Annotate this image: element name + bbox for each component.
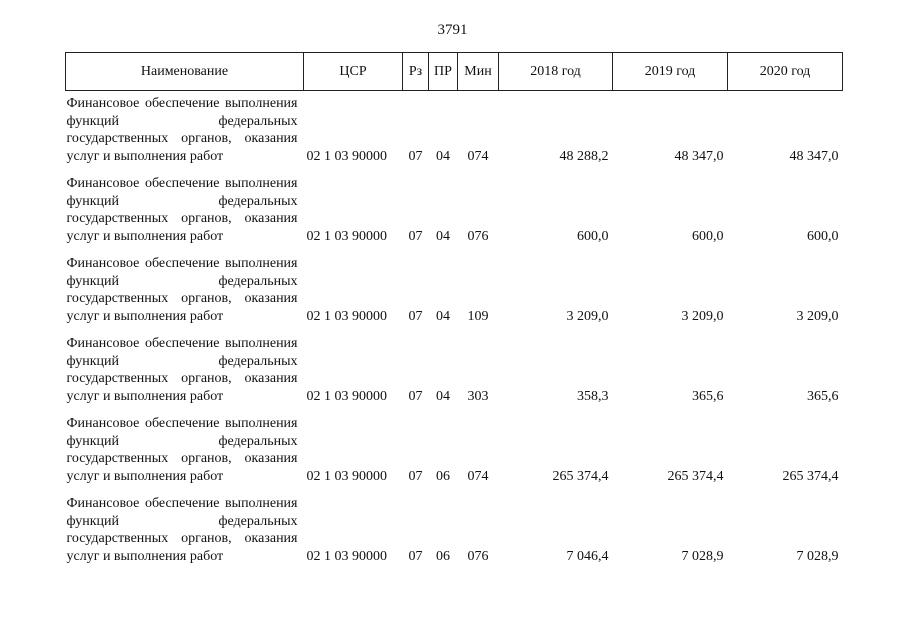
header-2018: 2018 год [499, 53, 613, 91]
budget-table [65, 52, 843, 565]
row-name-text: Финансовое обеспечение выполнения функций федеральных государственных органов, оказания услуг и выполнения работ [66, 176, 298, 244]
cell-min: 076 [467, 548, 489, 564]
table-row [66, 245, 843, 325]
page-number: 3791 [437, 22, 468, 38]
cell-rz: 07 [408, 228, 423, 244]
cell-name [66, 325, 304, 405]
cell-2019: 365,6 [692, 388, 724, 404]
header-csr: ЦСР [304, 53, 403, 91]
cell-min: 074 [467, 148, 489, 164]
header-2019: 2019 год [613, 53, 728, 91]
table-row [66, 325, 843, 405]
header-2020: 2020 год [728, 53, 843, 91]
cell-2020: 365,6 [807, 388, 839, 404]
cell-rz: 07 [408, 468, 423, 484]
cell-name [66, 405, 304, 485]
cell-2019: 265 374,4 [667, 468, 724, 484]
header-pr: ПР [429, 53, 458, 91]
cell-2019: 3 209,0 [681, 308, 724, 324]
cell-name [66, 485, 304, 565]
cell-pr: 04 [436, 308, 450, 324]
row-name-text: Финансовое обеспечение выполнения функций федеральных государственных органов, оказания услуг и выполнения работ [66, 336, 298, 404]
cell-2019: 600,0 [692, 228, 724, 244]
cell-pr: 06 [436, 548, 450, 564]
cell-2020: 265 374,4 [782, 468, 839, 484]
row-name-text: Финансовое обеспечение выполнения функций федеральных государственных органов, оказания услуг и выполнения работ [66, 496, 298, 564]
cell-2020: 48 347,0 [789, 148, 839, 164]
cell-rz: 07 [408, 388, 423, 404]
cell-2018: 265 374,4 [552, 468, 609, 484]
cell-pr: 06 [436, 468, 450, 484]
cell-min: 074 [467, 468, 489, 484]
cell-2018: 48 288,2 [559, 148, 609, 164]
cell-min: 076 [467, 228, 489, 244]
row-name-text: Финансовое обеспечение выполнения функций федеральных государственных органов, оказания услуг и выполнения работ [66, 256, 298, 324]
cell-2018: 7 046,4 [566, 548, 609, 564]
cell-2018: 358,3 [577, 388, 609, 404]
header-min: Мин [458, 53, 499, 91]
cell-name [66, 91, 304, 166]
cell-csr: 02 1 03 90000 [306, 308, 387, 324]
table-body [66, 91, 843, 566]
cell-name [66, 245, 304, 325]
cell-rz: 07 [408, 148, 423, 164]
table-row [66, 485, 843, 565]
cell-2018: 3 209,0 [566, 308, 609, 324]
cell-csr: 02 1 03 90000 [306, 148, 387, 164]
row-name-text: Финансовое обеспечение выполнения функций федеральных государственных органов, оказания услуг и выполнения работ [66, 96, 298, 164]
header-rz: Рз [403, 53, 429, 91]
row-name-text: Финансовое обеспечение выполнения функций федеральных государственных органов, оказания услуг и выполнения работ [66, 416, 298, 484]
cell-2018: 600,0 [577, 228, 609, 244]
cell-2020: 600,0 [807, 228, 839, 244]
cell-2019: 7 028,9 [681, 548, 724, 564]
table-row [66, 91, 843, 166]
cell-2020: 7 028,9 [796, 548, 839, 564]
cell-pr: 04 [436, 228, 450, 244]
cell-pr: 04 [436, 388, 450, 404]
cell-csr: 02 1 03 90000 [306, 388, 387, 404]
table-row [66, 165, 843, 245]
header-name: Наименование [66, 53, 304, 91]
header-row [66, 53, 843, 91]
cell-rz: 07 [408, 548, 423, 564]
cell-min: 109 [467, 308, 489, 324]
cell-2020: 3 209,0 [796, 308, 839, 324]
cell-csr: 02 1 03 90000 [306, 468, 387, 484]
cell-name [66, 165, 304, 245]
cell-min: 303 [467, 388, 489, 404]
cell-2019: 48 347,0 [674, 148, 724, 164]
cell-csr: 02 1 03 90000 [306, 548, 387, 564]
table-header [66, 53, 843, 91]
cell-pr: 04 [436, 148, 450, 164]
cell-rz: 07 [408, 308, 423, 324]
table-row [66, 405, 843, 485]
cell-csr: 02 1 03 90000 [306, 228, 387, 244]
